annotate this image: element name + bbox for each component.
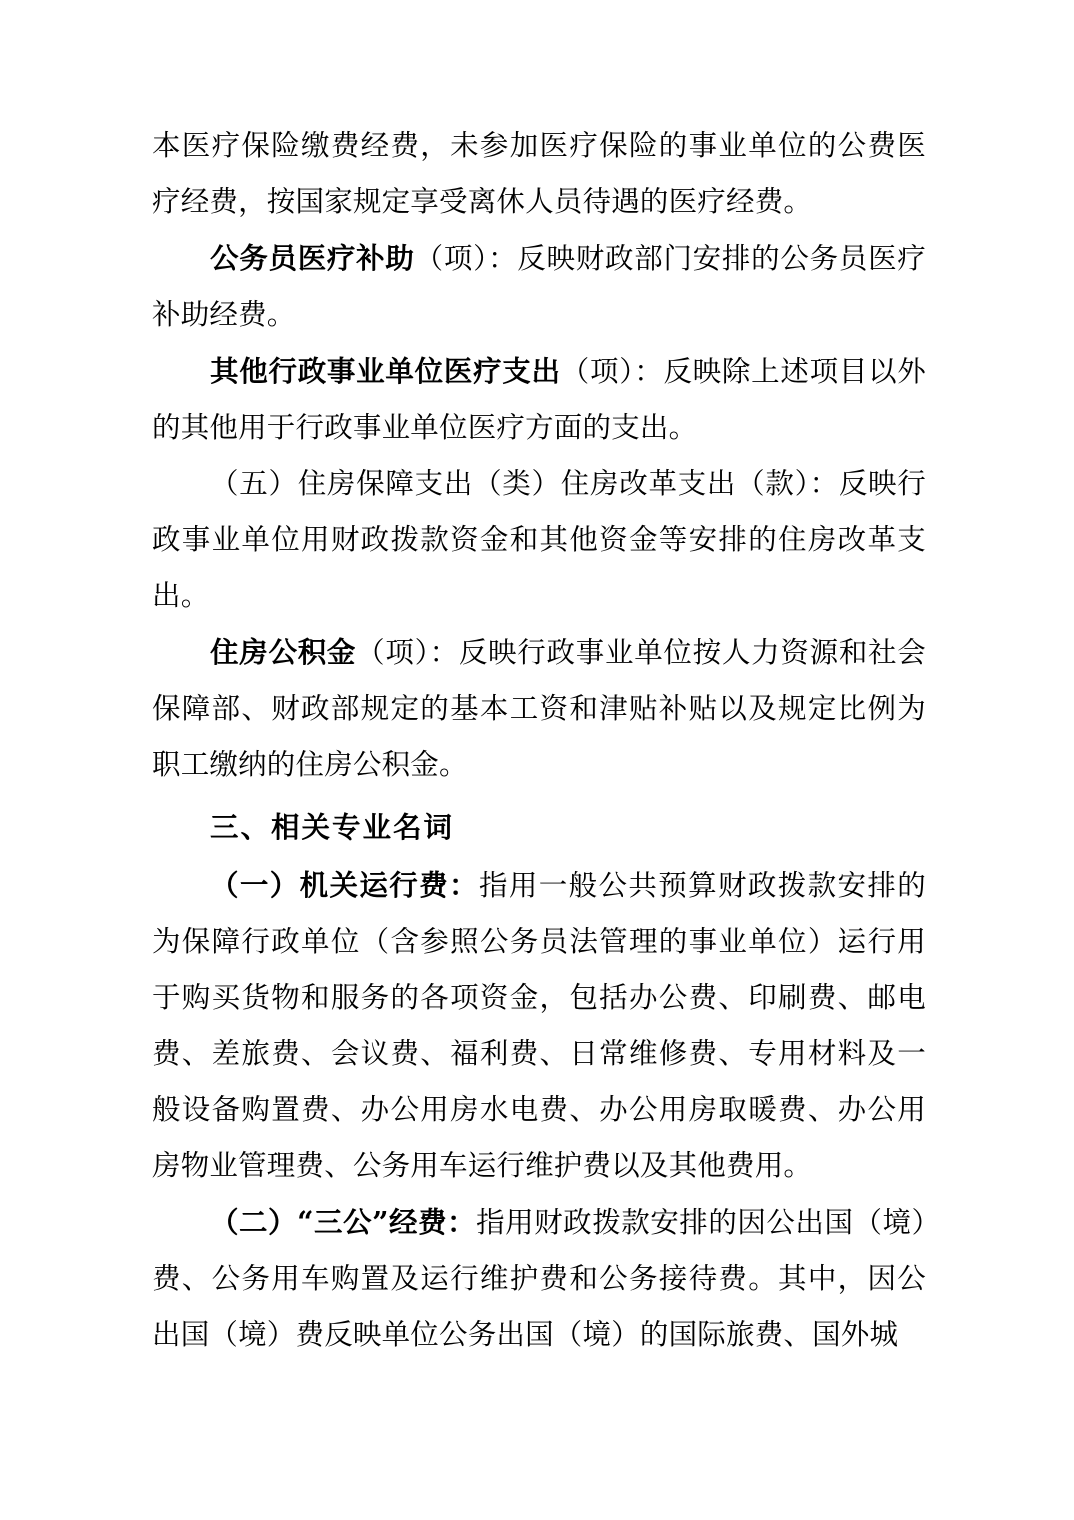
term-label: 其他行政事业单位医疗支出 — [210, 354, 561, 388]
paragraph-term-three-public-expenses — [152, 1194, 926, 1363]
section-heading-related-terms: 三、相关专业名词 — [210, 810, 455, 844]
paragraph-five-housing-security — [152, 456, 926, 624]
paragraph-text: 指用一般公共预算财政拨款安排的为保障行政单位（含参照公务员法管理的事业单位）运行用于购买货物和服务的各项资金，包括办公费、印刷费、邮电费、差旅费、会议费、福利费、日常维修费、专用材料及一般设备购置费、办公用房水电费、办公用房取暖费、办公用房物业管理费、公务用车运行维护费以及其他费用。 — [152, 869, 926, 1182]
paragraph-text: （项）：反映除上述项目以外的其他用于行政事业单位医疗方面的支出。 — [152, 355, 926, 444]
paragraph-text: （五）住房保障支出（类）住房改革支出（款）：反映行政事业单位用财政拨款资金和其他资金等安排的住房改革支出。 — [152, 467, 926, 612]
paragraph-continued-medical — [152, 118, 926, 230]
paragraph-housing-provident-fund — [152, 624, 926, 793]
term-label: 公务员医疗补助 — [210, 241, 415, 275]
paragraph-term-agency-operating-cost — [152, 857, 926, 1194]
term-label: （一）机关运行费： — [210, 868, 479, 902]
paragraph-text: 指用财政拨款安排的因公出国（境）费、公务用车购置及运行维护费和公务接待费。其中，因公出国（境）费反映单位公务出国（境）的国际旅费、国外城 — [152, 1206, 926, 1351]
paragraph-text: （项）：反映财政部门安排的公务员医疗补助经费。 — [152, 242, 926, 331]
paragraph-text: （项）：反映行政事业单位按人力资源和社会保障部、财政部规定的基本工资和津贴补贴以及规定比例为职工缴纳的住房公积金。 — [152, 636, 926, 781]
term-label: 住房公积金 — [210, 635, 357, 669]
paragraph-text: 本医疗保险缴费经费，未参加医疗保险的事业单位的公费医疗经费，按国家规定享受离休人员待遇的医疗经费。 — [152, 129, 926, 218]
paragraph-civil-servant-medical-subsidy — [152, 230, 926, 343]
term-label: （二）“三公”经费： — [210, 1205, 477, 1239]
document-body — [152, 118, 926, 1363]
paragraph-other-admin-medical-expenditure — [152, 343, 926, 456]
